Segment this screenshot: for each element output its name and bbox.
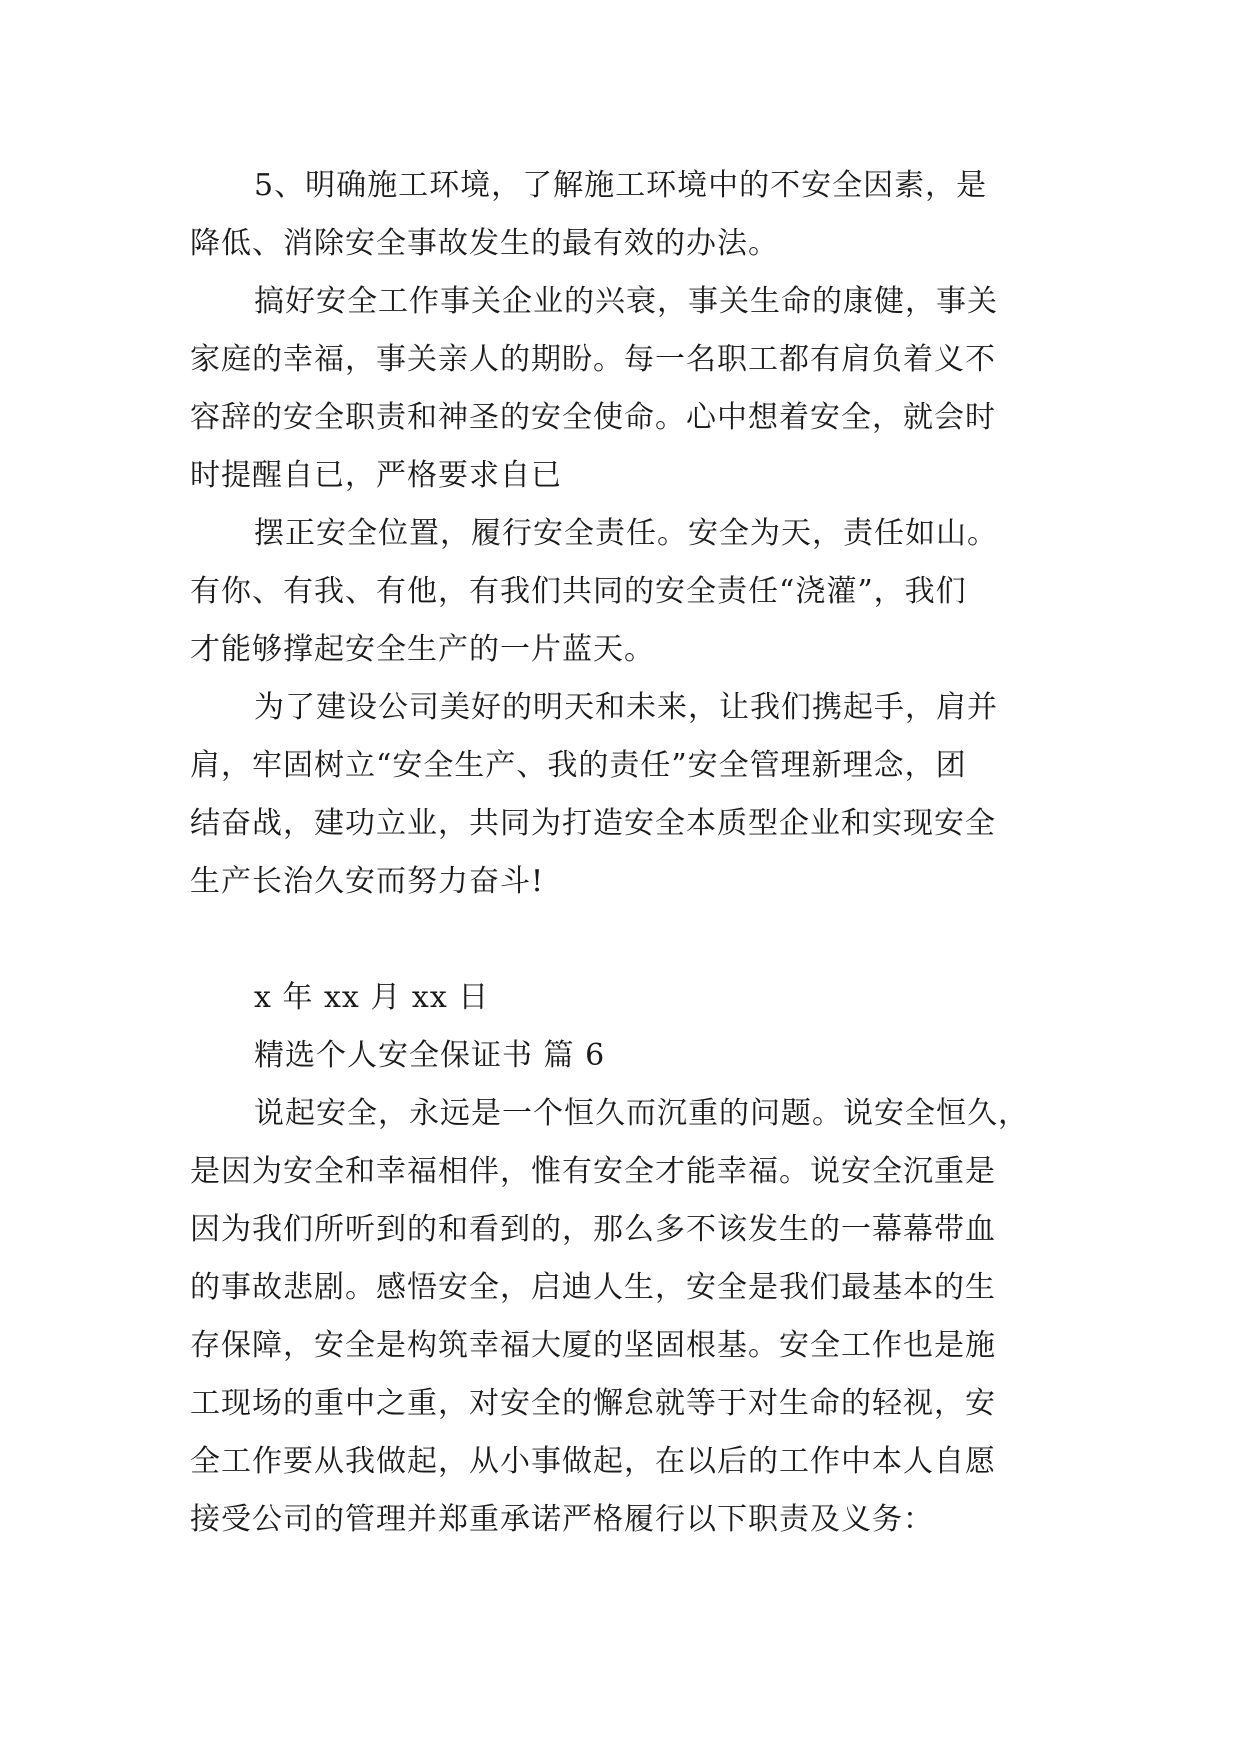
paragraph-line: 才能够撑起安全生产的一片蓝天。 bbox=[190, 632, 655, 667]
paragraph-line: 容辞的安全职责和神圣的安全使命。心中想着安全，就会时 bbox=[190, 400, 996, 435]
paragraph-line: 摆正安全位置，履行安全责任。安全为天，责任如山。 bbox=[254, 516, 998, 551]
date-line: x 年 xx 月 xx 日 bbox=[254, 980, 490, 1015]
paragraph-line: 是因为安全和幸福相伴，惟有安全才能幸福。说安全沉重是 bbox=[190, 1154, 996, 1189]
paragraph-line: 接受公司的管理并郑重承诺严格履行以下职责及义务： bbox=[190, 1502, 934, 1537]
paragraph-line: 存保障，安全是构筑幸福大厦的坚固根基。安全工作也是施 bbox=[190, 1328, 996, 1363]
paragraph-line: 结奋战，建功立业，共同为打造安全本质型企业和实现安全 bbox=[190, 806, 996, 841]
paragraph-line: 说起安全，永远是一个恒久而沉重的问题。说安全恒久， bbox=[254, 1096, 1029, 1131]
paragraph-line: 有你、有我、有他，有我们共同的安全责任“浇灌”，我们 bbox=[190, 574, 967, 609]
paragraph-line: 工现场的重中之重，对安全的懈怠就等于对生命的轻视，安 bbox=[190, 1386, 996, 1421]
section-heading: 精选个人安全保证书 篇 6 bbox=[254, 1038, 606, 1073]
paragraph-line: 5、明确施工环境，了解施工环境中的不安全因素，是 bbox=[254, 168, 988, 203]
paragraph-line: 因为我们所听到的和看到的，那么多不该发生的一幕幕带血 bbox=[190, 1212, 996, 1247]
paragraph-line: 家庭的幸福，事关亲人的期盼。每一名职工都有肩负着义不 bbox=[190, 342, 996, 377]
paragraph-line: 降低、消除安全事故发生的最有效的办法。 bbox=[190, 226, 779, 261]
paragraph-line: 搞好安全工作事关企业的兴衰，事关生命的康健，事关 bbox=[254, 284, 998, 319]
paragraph-line: 全工作要从我做起，从小事做起，在以后的工作中本人自愿 bbox=[190, 1444, 996, 1479]
paragraph-line: 生产长治久安而努力奋斗! bbox=[190, 864, 545, 899]
paragraph-line: 肩，牢固树立“安全生产、我的责任”安全管理新理念，团 bbox=[190, 748, 967, 783]
paragraph-line: 时提醒自已，严格要求自已 bbox=[190, 458, 562, 493]
paragraph-line: 的事故悲剧。感悟安全，启迪人生，安全是我们最基本的生 bbox=[190, 1270, 996, 1305]
paragraph-line: 为了建设公司美好的明天和未来，让我们携起手，肩并 bbox=[254, 690, 998, 725]
